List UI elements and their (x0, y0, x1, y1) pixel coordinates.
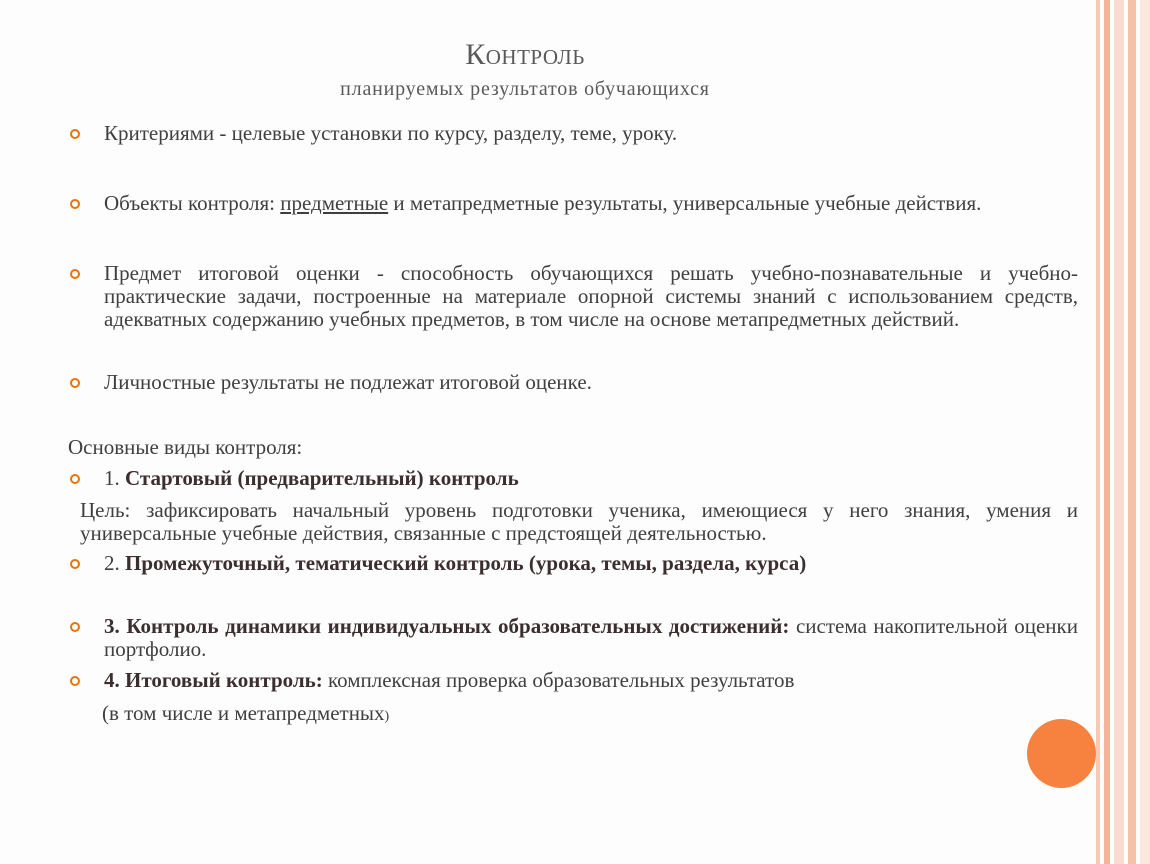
bullet-assessment-subject (68, 262, 1078, 331)
bullet-icon (70, 622, 80, 632)
bullet-objects (68, 192, 1078, 215)
underlined-word: предметные (280, 191, 389, 215)
control-description: комплексная проверка образовательных результатов (322, 668, 795, 692)
stripe (1128, 0, 1136, 864)
bullet-icon (70, 474, 80, 484)
control-description: система накопительной оценки портфолио. (104, 614, 1078, 661)
control-number: 2. (104, 551, 125, 575)
control-title: 4. Итоговый контроль: (104, 668, 323, 692)
control-item-1 (68, 467, 1078, 490)
control-title: Стартовый (предварительный) контроль (125, 466, 519, 490)
stripe (1096, 0, 1100, 864)
bullet-text: Критериями - целевые установки по курсу, разделу, теме, уроку. (104, 121, 678, 145)
title-line-2: планируемых результатов обучающихся (340, 78, 710, 100)
bullet-icon (70, 269, 80, 279)
control-types-heading: Основные виды контроля: (68, 435, 303, 459)
control-title: Промежуточный, тематический контроль (урока, темы, раздела, курса) (125, 551, 807, 575)
closing-paren: ) (384, 709, 390, 724)
decorative-stripes (1094, 0, 1150, 864)
control-item-4 (68, 669, 1078, 692)
bullet-icon (70, 199, 80, 209)
bullet-icon (70, 129, 80, 139)
control-item-3 (68, 615, 1078, 661)
bullet-icon (70, 676, 80, 686)
control-title: 3. Контроль динамики индивидуальных образовательных достижений: (104, 614, 790, 638)
stripe (1104, 0, 1110, 864)
control-number: 1. (104, 466, 125, 490)
bullet-icon (70, 559, 80, 569)
slide-content (68, 116, 1078, 728)
slide-title (150, 38, 900, 104)
bullet-text-after: и метапредметные результаты, универсальные учебные действия. (388, 191, 982, 215)
goal-text: Цель: зафиксировать начальный уровень подготовки ученика, имеющиеся у него знания, умения и универсальные учебные действия, связанные с предстоящей деятельностью. (80, 498, 1078, 545)
bullet-icon (70, 378, 80, 388)
bullet-text: Личностные результаты не подлежат итоговой оценке. (104, 370, 592, 394)
stripe (1140, 0, 1150, 864)
decorative-circle (1027, 719, 1096, 788)
bullet-text-before: Объекты контроля: (104, 191, 281, 215)
title-line-1: Контроль (465, 38, 585, 71)
bullet-text: Предмет итоговой оценки - способность обучающихся решать учебно-познавательные и учебно-практические задачи, построенные на материале опорной системы знаний с использованием средств, адекватных содержанию учебных предметов, в том числе на основе метапредметных действий. (104, 261, 1078, 331)
control-item-4-continuation (68, 702, 1078, 728)
bullet-criteria (68, 122, 1078, 145)
stripe (1114, 0, 1124, 864)
continuation-text: (в том числе и метапредметных (102, 701, 385, 725)
control-item-2 (68, 552, 1078, 575)
bullet-personal-results (68, 371, 1078, 394)
